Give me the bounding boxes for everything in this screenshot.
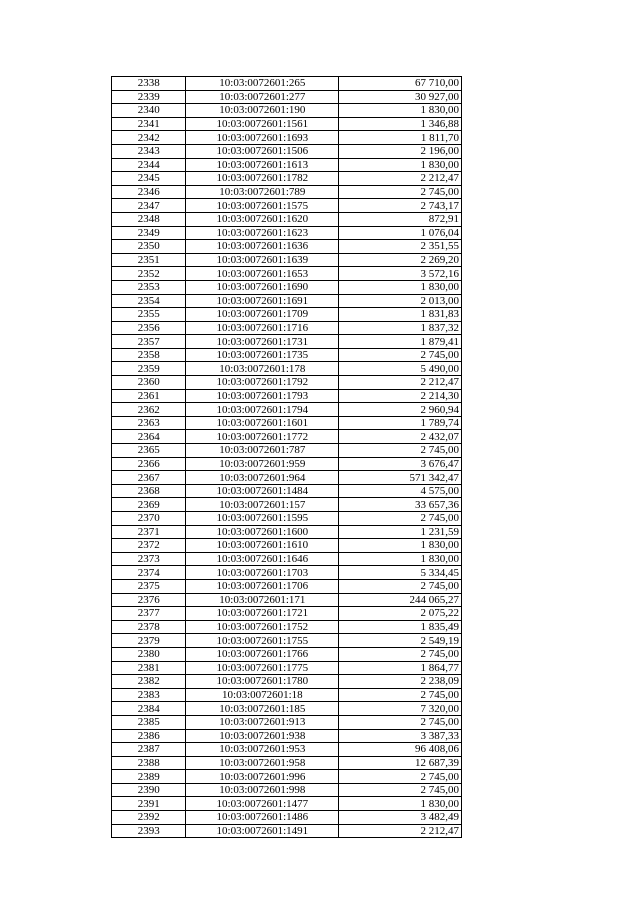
cadastral-number-cell: 10:03:0072601:1610 xyxy=(186,539,339,553)
table-row xyxy=(112,702,462,716)
amount-cell: 1 789,74 xyxy=(339,416,462,430)
table-row xyxy=(112,770,462,784)
row-number-cell: 2339 xyxy=(112,90,186,104)
cadastral-number-cell: 10:03:0072601:913 xyxy=(186,715,339,729)
row-number-cell: 2390 xyxy=(112,783,186,797)
table-row xyxy=(112,389,462,403)
amount-cell: 2 269,20 xyxy=(339,253,462,267)
amount-cell: 2 745,00 xyxy=(339,783,462,797)
table-row xyxy=(112,348,462,362)
cadastral-number-cell: 10:03:0072601:1653 xyxy=(186,267,339,281)
table-row xyxy=(112,430,462,444)
table-row xyxy=(112,308,462,322)
table-row xyxy=(112,539,462,553)
row-number-cell: 2389 xyxy=(112,770,186,784)
table-row xyxy=(112,484,462,498)
amount-cell: 571 342,47 xyxy=(339,471,462,485)
row-number-cell: 2383 xyxy=(112,688,186,702)
row-number-cell: 2384 xyxy=(112,702,186,716)
row-number-cell: 2381 xyxy=(112,661,186,675)
table-row xyxy=(112,403,462,417)
amount-cell: 1 830,00 xyxy=(339,552,462,566)
amount-cell: 1 830,00 xyxy=(339,539,462,553)
row-number-cell: 2338 xyxy=(112,77,186,91)
table-row xyxy=(112,688,462,702)
amount-cell: 1 835,49 xyxy=(339,620,462,634)
table-row xyxy=(112,444,462,458)
cadastral-number-cell: 10:03:0072601:1721 xyxy=(186,607,339,621)
amount-cell: 4 575,00 xyxy=(339,484,462,498)
amount-cell: 2 214,30 xyxy=(339,389,462,403)
amount-cell: 2 745,00 xyxy=(339,688,462,702)
table-row xyxy=(112,158,462,172)
amount-cell: 2 745,00 xyxy=(339,579,462,593)
amount-cell: 2 351,55 xyxy=(339,240,462,254)
cadastral-number-cell: 10:03:0072601:171 xyxy=(186,593,339,607)
table-row xyxy=(112,525,462,539)
cadastral-number-cell: 10:03:0072601:1477 xyxy=(186,797,339,811)
table-row xyxy=(112,104,462,118)
amount-cell: 2 212,47 xyxy=(339,824,462,838)
row-number-cell: 2343 xyxy=(112,144,186,158)
amount-cell: 2 960,94 xyxy=(339,403,462,417)
amount-cell: 96 408,06 xyxy=(339,743,462,757)
row-number-cell: 2385 xyxy=(112,715,186,729)
amount-cell: 33 657,36 xyxy=(339,498,462,512)
table-row xyxy=(112,416,462,430)
table-row xyxy=(112,797,462,811)
table-row xyxy=(112,729,462,743)
cadastral-number-cell: 10:03:0072601:1623 xyxy=(186,226,339,240)
cadastral-number-cell: 10:03:0072601:1575 xyxy=(186,199,339,213)
cadastral-number-cell: 10:03:0072601:787 xyxy=(186,444,339,458)
row-number-cell: 2342 xyxy=(112,131,186,145)
row-number-cell: 2369 xyxy=(112,498,186,512)
cadastral-number-cell: 10:03:0072601:1639 xyxy=(186,253,339,267)
amount-cell: 2 075,22 xyxy=(339,607,462,621)
table-row xyxy=(112,579,462,593)
cadastral-number-cell: 10:03:0072601:1506 xyxy=(186,144,339,158)
cadastral-number-cell: 10:03:0072601:157 xyxy=(186,498,339,512)
cadastral-number-cell: 10:03:0072601:277 xyxy=(186,90,339,104)
cadastral-number-cell: 10:03:0072601:1486 xyxy=(186,811,339,825)
row-number-cell: 2355 xyxy=(112,308,186,322)
amount-cell: 1 830,00 xyxy=(339,104,462,118)
amount-cell: 1 346,88 xyxy=(339,117,462,131)
amount-cell: 2 212,47 xyxy=(339,172,462,186)
row-number-cell: 2375 xyxy=(112,579,186,593)
row-number-cell: 2378 xyxy=(112,620,186,634)
table-row xyxy=(112,783,462,797)
cadastral-number-cell: 10:03:0072601:1561 xyxy=(186,117,339,131)
cadastral-number-cell: 10:03:0072601:1775 xyxy=(186,661,339,675)
table-row xyxy=(112,552,462,566)
row-number-cell: 2340 xyxy=(112,104,186,118)
table-row xyxy=(112,226,462,240)
cadastral-number-cell: 10:03:0072601:1766 xyxy=(186,647,339,661)
cadastral-number-cell: 10:03:0072601:1690 xyxy=(186,280,339,294)
amount-cell: 30 927,00 xyxy=(339,90,462,104)
amount-cell: 2 745,00 xyxy=(339,770,462,784)
table-row xyxy=(112,457,462,471)
row-number-cell: 2359 xyxy=(112,362,186,376)
cadastral-number-cell: 10:03:0072601:789 xyxy=(186,185,339,199)
table-row xyxy=(112,471,462,485)
cadastral-number-cell: 10:03:0072601:1793 xyxy=(186,389,339,403)
cadastral-number-cell: 10:03:0072601:178 xyxy=(186,362,339,376)
cadastral-number-cell: 10:03:0072601:1755 xyxy=(186,634,339,648)
cadastral-number-cell: 10:03:0072601:1703 xyxy=(186,566,339,580)
amount-cell: 2 745,00 xyxy=(339,512,462,526)
cadastral-number-cell: 10:03:0072601:1595 xyxy=(186,512,339,526)
cadastral-number-cell: 10:03:0072601:1600 xyxy=(186,525,339,539)
row-number-cell: 2365 xyxy=(112,444,186,458)
table-row xyxy=(112,77,462,91)
cadastral-number-cell: 10:03:0072601:1691 xyxy=(186,294,339,308)
cadastral-number-cell: 10:03:0072601:953 xyxy=(186,743,339,757)
amount-cell: 2 013,00 xyxy=(339,294,462,308)
table-row xyxy=(112,294,462,308)
cadastral-number-cell: 10:03:0072601:996 xyxy=(186,770,339,784)
amount-cell: 1 837,32 xyxy=(339,321,462,335)
cadastral-number-cell: 10:03:0072601:1620 xyxy=(186,212,339,226)
table-row xyxy=(112,253,462,267)
row-number-cell: 2341 xyxy=(112,117,186,131)
row-number-cell: 2361 xyxy=(112,389,186,403)
cadastral-number-cell: 10:03:0072601:958 xyxy=(186,756,339,770)
cadastral-number-cell: 10:03:0072601:1709 xyxy=(186,308,339,322)
cadastral-number-cell: 10:03:0072601:1646 xyxy=(186,552,339,566)
table-row xyxy=(112,199,462,213)
row-number-cell: 2367 xyxy=(112,471,186,485)
amount-cell: 3 676,47 xyxy=(339,457,462,471)
table-row xyxy=(112,634,462,648)
amount-cell: 2 745,00 xyxy=(339,348,462,362)
amount-cell: 2 745,00 xyxy=(339,444,462,458)
row-number-cell: 2388 xyxy=(112,756,186,770)
table-row xyxy=(112,811,462,825)
amount-cell: 1 811,70 xyxy=(339,131,462,145)
table-row xyxy=(112,131,462,145)
row-number-cell: 2345 xyxy=(112,172,186,186)
cadastral-number-cell: 10:03:0072601:185 xyxy=(186,702,339,716)
amount-cell: 1 076,04 xyxy=(339,226,462,240)
row-number-cell: 2387 xyxy=(112,743,186,757)
amount-cell: 2 212,47 xyxy=(339,376,462,390)
cadastral-number-cell: 10:03:0072601:190 xyxy=(186,104,339,118)
table-row xyxy=(112,172,462,186)
row-number-cell: 2368 xyxy=(112,484,186,498)
amount-cell: 872,91 xyxy=(339,212,462,226)
table-row xyxy=(112,144,462,158)
cadastral-number-cell: 10:03:0072601:1794 xyxy=(186,403,339,417)
amount-cell: 2 745,00 xyxy=(339,185,462,199)
amount-cell: 3 572,16 xyxy=(339,267,462,281)
row-number-cell: 2386 xyxy=(112,729,186,743)
amount-cell: 1 830,00 xyxy=(339,158,462,172)
row-number-cell: 2362 xyxy=(112,403,186,417)
cadastral-number-cell: 10:03:0072601:1792 xyxy=(186,376,339,390)
row-number-cell: 2351 xyxy=(112,253,186,267)
cadastral-number-cell: 10:03:0072601:1782 xyxy=(186,172,339,186)
amount-cell: 244 065,27 xyxy=(339,593,462,607)
row-number-cell: 2352 xyxy=(112,267,186,281)
cadastral-number-cell: 10:03:0072601:1613 xyxy=(186,158,339,172)
row-number-cell: 2358 xyxy=(112,348,186,362)
row-number-cell: 2344 xyxy=(112,158,186,172)
row-number-cell: 2364 xyxy=(112,430,186,444)
table-row xyxy=(112,267,462,281)
row-number-cell: 2347 xyxy=(112,199,186,213)
table-row xyxy=(112,566,462,580)
table-row xyxy=(112,675,462,689)
row-number-cell: 2374 xyxy=(112,566,186,580)
amount-cell: 2 238,09 xyxy=(339,675,462,689)
cadastral-number-cell: 10:03:0072601:998 xyxy=(186,783,339,797)
row-number-cell: 2391 xyxy=(112,797,186,811)
amount-cell: 3 387,33 xyxy=(339,729,462,743)
row-number-cell: 2348 xyxy=(112,212,186,226)
table-row xyxy=(112,607,462,621)
table-row xyxy=(112,512,462,526)
amount-cell: 1 864,77 xyxy=(339,661,462,675)
amount-cell: 2 432,07 xyxy=(339,430,462,444)
table-row xyxy=(112,212,462,226)
cadastral-number-cell: 10:03:0072601:18 xyxy=(186,688,339,702)
table-row xyxy=(112,240,462,254)
cadastral-number-cell: 10:03:0072601:1706 xyxy=(186,579,339,593)
amount-cell: 1 830,00 xyxy=(339,280,462,294)
amount-cell: 2 196,00 xyxy=(339,144,462,158)
row-number-cell: 2346 xyxy=(112,185,186,199)
cadastral-number-cell: 10:03:0072601:938 xyxy=(186,729,339,743)
cadastral-number-cell: 10:03:0072601:1484 xyxy=(186,484,339,498)
amount-cell: 2 549,19 xyxy=(339,634,462,648)
table-row xyxy=(112,661,462,675)
row-number-cell: 2363 xyxy=(112,416,186,430)
table-row xyxy=(112,647,462,661)
table-row xyxy=(112,280,462,294)
table-row xyxy=(112,117,462,131)
table-row xyxy=(112,362,462,376)
cadastral-number-cell: 10:03:0072601:1491 xyxy=(186,824,339,838)
row-number-cell: 2350 xyxy=(112,240,186,254)
row-number-cell: 2380 xyxy=(112,647,186,661)
row-number-cell: 2392 xyxy=(112,811,186,825)
cadastral-number-cell: 10:03:0072601:1601 xyxy=(186,416,339,430)
table-row xyxy=(112,376,462,390)
table-row xyxy=(112,743,462,757)
cadastral-number-cell: 10:03:0072601:1772 xyxy=(186,430,339,444)
cadastral-number-cell: 10:03:0072601:1731 xyxy=(186,335,339,349)
amount-cell: 5 334,45 xyxy=(339,566,462,580)
amount-cell: 2 745,00 xyxy=(339,715,462,729)
table-row xyxy=(112,620,462,634)
row-number-cell: 2356 xyxy=(112,321,186,335)
table-row xyxy=(112,90,462,104)
amount-cell: 5 490,00 xyxy=(339,362,462,376)
parcel-table-body xyxy=(112,77,462,838)
cadastral-number-cell: 10:03:0072601:959 xyxy=(186,457,339,471)
row-number-cell: 2360 xyxy=(112,376,186,390)
row-number-cell: 2379 xyxy=(112,634,186,648)
table-row xyxy=(112,756,462,770)
row-number-cell: 2349 xyxy=(112,226,186,240)
amount-cell: 1 831,83 xyxy=(339,308,462,322)
table-row xyxy=(112,498,462,512)
amount-cell: 1 231,59 xyxy=(339,525,462,539)
amount-cell: 1 879,41 xyxy=(339,335,462,349)
cadastral-number-cell: 10:03:0072601:1636 xyxy=(186,240,339,254)
amount-cell: 1 830,00 xyxy=(339,797,462,811)
cadastral-number-cell: 10:03:0072601:1693 xyxy=(186,131,339,145)
row-number-cell: 2354 xyxy=(112,294,186,308)
row-number-cell: 2377 xyxy=(112,607,186,621)
row-number-cell: 2353 xyxy=(112,280,186,294)
parcel-table xyxy=(111,76,462,838)
amount-cell: 3 482,49 xyxy=(339,811,462,825)
cadastral-number-cell: 10:03:0072601:1735 xyxy=(186,348,339,362)
amount-cell: 2 743,17 xyxy=(339,199,462,213)
table-row xyxy=(112,335,462,349)
row-number-cell: 2373 xyxy=(112,552,186,566)
table-row xyxy=(112,593,462,607)
amount-cell: 67 710,00 xyxy=(339,77,462,91)
row-number-cell: 2382 xyxy=(112,675,186,689)
amount-cell: 7 320,00 xyxy=(339,702,462,716)
amount-cell: 2 745,00 xyxy=(339,647,462,661)
table-row xyxy=(112,715,462,729)
cadastral-number-cell: 10:03:0072601:1752 xyxy=(186,620,339,634)
row-number-cell: 2393 xyxy=(112,824,186,838)
table-row xyxy=(112,321,462,335)
cadastral-number-cell: 10:03:0072601:265 xyxy=(186,77,339,91)
table-row xyxy=(112,185,462,199)
row-number-cell: 2366 xyxy=(112,457,186,471)
table-row xyxy=(112,824,462,838)
row-number-cell: 2371 xyxy=(112,525,186,539)
cadastral-number-cell: 10:03:0072601:1780 xyxy=(186,675,339,689)
row-number-cell: 2357 xyxy=(112,335,186,349)
cadastral-number-cell: 10:03:0072601:964 xyxy=(186,471,339,485)
cadastral-number-cell: 10:03:0072601:1716 xyxy=(186,321,339,335)
row-number-cell: 2372 xyxy=(112,539,186,553)
row-number-cell: 2376 xyxy=(112,593,186,607)
row-number-cell: 2370 xyxy=(112,512,186,526)
amount-cell: 12 687,39 xyxy=(339,756,462,770)
